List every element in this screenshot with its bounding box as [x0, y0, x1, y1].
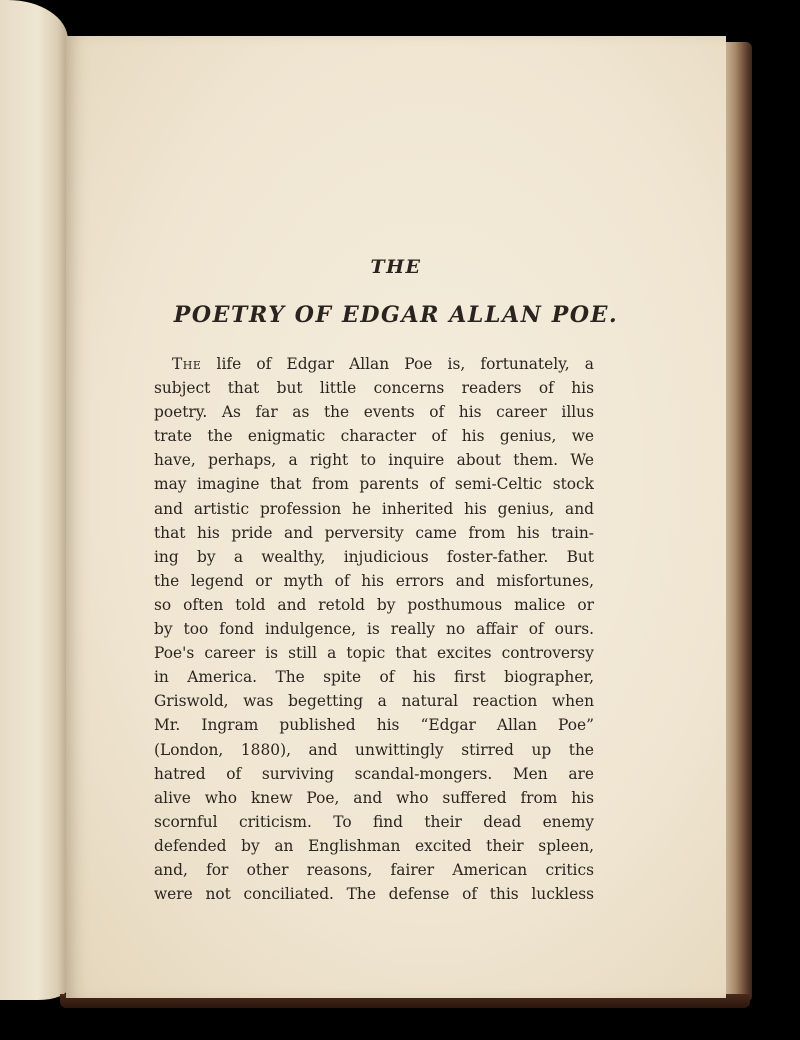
- body-paragraph: [154, 352, 594, 906]
- text-line: subject that but little concerns readers of his: [154, 379, 594, 398]
- left-page-edge: [0, 0, 68, 1000]
- text-line: ing by a wealthy, injudicious foster-father. But: [154, 547, 594, 566]
- text-line: defended by an Englishman excited their spleen,: [154, 836, 594, 855]
- text-line: Mr. Ingram published his “Edgar Allan Poe”: [154, 716, 594, 735]
- text-line: by too fond indulgence, is really no affair of ours.: [154, 620, 594, 639]
- text-line: may imagine that from parents of semi-Celtic stock: [154, 475, 594, 494]
- text-line: Griswold, was begetting a natural reaction when: [154, 692, 594, 711]
- text-line: in America. The spite of his first biographer,: [154, 668, 594, 687]
- text-line: trate the enigmatic character of his genius, we: [154, 427, 594, 446]
- text-line: and artistic profession he inherited his genius, and: [154, 499, 594, 518]
- text-line: Poe's career is still a topic that excites controversy: [154, 644, 594, 663]
- text-line: poetry. As far as the events of his career illus: [154, 403, 594, 422]
- text-line: hatred of surviving scandal-mongers. Men are: [154, 764, 594, 783]
- text-line: scornful criticism. To find their dead enemy: [154, 812, 594, 831]
- book-fore-edge: [724, 42, 752, 1002]
- text-line: and, for other reasons, fairer American critics: [154, 860, 594, 879]
- text-line: have, perhaps, a right to inquire about them. We: [154, 451, 594, 470]
- text-line: The life of Edgar Allan Poe is, fortunately, a: [172, 355, 594, 373]
- heading-small: THE: [370, 256, 422, 278]
- text-line: so often told and retold by posthumous malice or: [154, 595, 594, 614]
- text-line: alive who knew Poe, and who suffered from his: [154, 788, 594, 807]
- opening-word: The: [172, 355, 202, 373]
- text-line: that his pride and perversity came from his train-: [154, 523, 594, 542]
- text-line: the legend or myth of his errors and misfortunes,: [154, 571, 594, 590]
- text-line: (London, 1880), and unwittingly stirred up the: [154, 740, 594, 759]
- text-line: were not conciliated. The defense of this luckless: [154, 885, 594, 904]
- chapter-title: POETRY OF EDGAR ALLAN POE.: [173, 302, 619, 328]
- book-page: [66, 36, 726, 998]
